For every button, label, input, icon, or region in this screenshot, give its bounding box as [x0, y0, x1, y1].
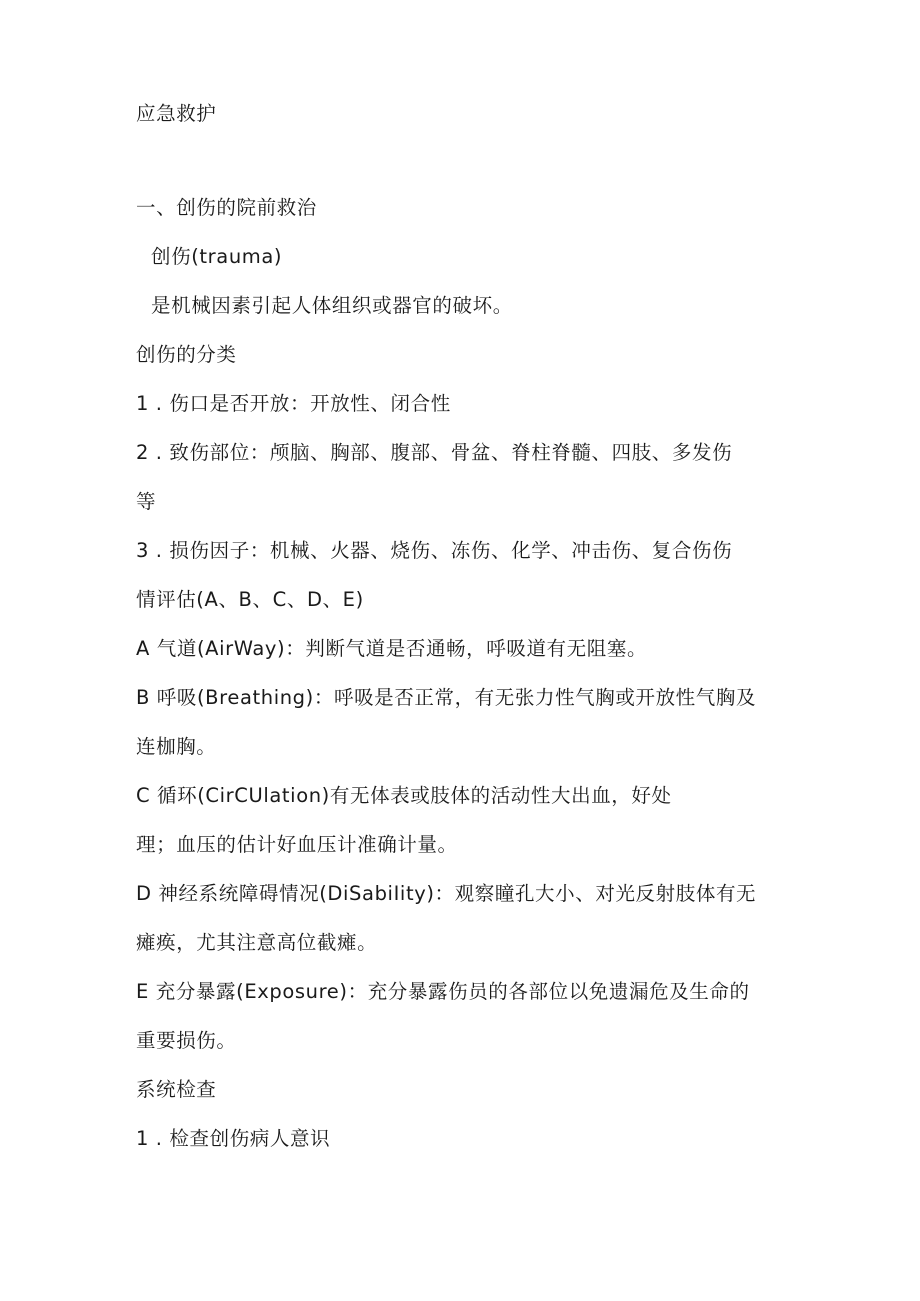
- list-item-continuation: 等: [136, 490, 157, 513]
- definition-line: 是机械因素引起人体组织或器官的破坏。: [151, 294, 513, 317]
- system-check-heading: 系统检查: [136, 1078, 217, 1101]
- list-item-continuation: 情评估(A、B、C、D、E): [136, 588, 364, 611]
- classification-heading: 创伤的分类: [136, 343, 237, 366]
- list-item: 1 . 伤口是否开放：开放性、闭合性: [136, 392, 451, 415]
- evaluation-item-a: A 气道(AirWay)：判断气道是否通畅，呼吸道有无阻塞。: [136, 637, 648, 660]
- list-item: 1 . 检查创伤病人意识: [136, 1127, 331, 1150]
- evaluation-item-e: E 充分暴露(Exposure)：充分暴露伤员的各部位以免遗漏危及生命的: [136, 980, 750, 1003]
- term-line: 创伤(trauma): [151, 245, 283, 268]
- evaluation-item-d: D 神经系统障碍情况(DiSabiIity)：观察瞳孔大小、对光反射肢体有无: [136, 882, 757, 905]
- evaluation-item-e-continuation: 重要损伤。: [136, 1029, 237, 1052]
- list-item: 3 . 损伤因子：机械、火器、烧伤、冻伤、化学、冲击伤、复合伤伤: [136, 539, 733, 562]
- section-heading: 一、创伤的院前救治: [136, 196, 317, 219]
- list-item: 2 . 致伤部位：颅脑、胸部、腹部、骨盆、脊柱脊髓、四肢、多发伤: [136, 441, 733, 464]
- evaluation-item-c-continuation: 理；血压的估计好血压计准确计量。: [136, 833, 458, 856]
- evaluation-item-b-continuation: 连枷胸。: [136, 735, 217, 758]
- evaluation-item-b: B 呼吸(Breathing)：呼吸是否正常，有无张力性气胸或开放性气胸及: [136, 686, 757, 709]
- document-title: 应急救护: [136, 102, 217, 125]
- evaluation-item-d-continuation: 瘫痪，尤其注意高位截瘫。: [136, 931, 378, 954]
- evaluation-item-c: C 循环(CirCUlation)有无体表或肢体的活动性大出血，好处: [136, 784, 672, 807]
